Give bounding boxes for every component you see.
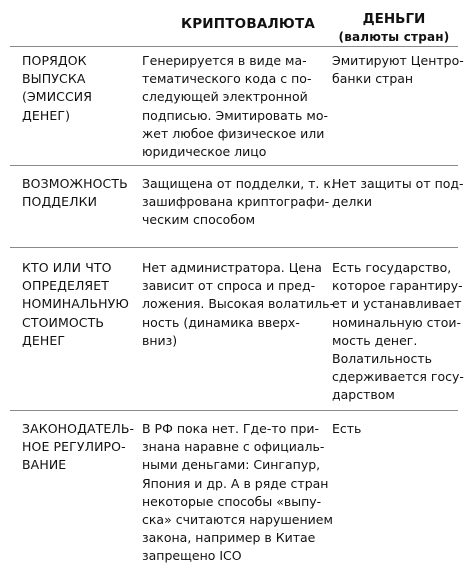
crypto-text-line: ска» считаются нарушением (142, 511, 333, 527)
crypto-text-line: ность (динамика вверх- (142, 314, 300, 330)
criterion-line: (ЭМИССИЯ (22, 89, 93, 105)
criterion-line: ПОРЯДОК (22, 53, 87, 68)
row-divider (10, 247, 458, 248)
crypto-text-line: зашифрована криптографи- (142, 194, 330, 210)
criterion-line: НОМИНАЛЬНУЮ (22, 296, 129, 312)
money-text-line: Есть государство, (332, 260, 452, 275)
money-text-line: номинальную стои- (332, 314, 462, 330)
money-text-line: Эмитируют Центро- (332, 53, 464, 68)
money-text-line: которое гарантиру- (332, 278, 463, 294)
row-emission-money (332, 52, 464, 88)
row-regulation-criterion (22, 420, 142, 475)
criterion-line: КТО ИЛИ ЧТО (22, 260, 112, 275)
criterion-line: ВЫПУСКА (22, 71, 86, 87)
row-value-money (332, 259, 464, 405)
row-emission-crypto (142, 52, 332, 161)
column-header-crypto: КРИПТОВАЛЮТА (180, 16, 316, 32)
money-text-line: банки стран (332, 71, 414, 87)
money-text-line: ет и устанавливает (332, 296, 462, 312)
row-divider (10, 46, 458, 47)
money-text-line: Есть (332, 421, 362, 436)
money-text-line: сдерживается госу- (332, 369, 464, 385)
criterion-line: СТОИМОСТЬ (22, 314, 105, 330)
money-text-line: дарством (332, 387, 395, 403)
crypto-text-line: Защищена от подделки, т. к. (142, 176, 335, 191)
money-text-line: мость денег. (332, 332, 418, 348)
row-emission-criterion (22, 52, 142, 125)
crypto-text-line: Генерируется в виде ма- (142, 53, 307, 68)
row-regulation-money (332, 420, 460, 438)
criterion-line: ОПРЕДЕЛЯЕТ (22, 278, 109, 294)
crypto-text-line: следующей электронной (142, 89, 308, 105)
crypto-text-line: знана наравне с официаль- (142, 439, 325, 455)
crypto-text-line: некоторые способы «выпу- (142, 493, 322, 509)
criterion-line: ВОЗМОЖНОСТЬ (22, 176, 128, 191)
row-divider (10, 165, 458, 166)
row-value-criterion (22, 259, 142, 350)
money-text-line: Нет защиты от под- (332, 176, 464, 191)
crypto-text-line: жет любое физическое или (142, 125, 325, 141)
crypto-text-line: зависит от спроса и пред- (142, 278, 316, 294)
column-header-money (330, 10, 458, 46)
row-counterfeit-money (332, 175, 464, 211)
criterion-line: ЗАКОНОДАТЕЛЬ- (22, 421, 135, 436)
column-header-money-subtitle: (валюты стран) (338, 30, 450, 44)
crypto-text-line: ложения. Высокая волатиль- (142, 296, 334, 312)
crypto-text-line: закона, например в Китае (142, 530, 316, 546)
crypto-text-line: В РФ пока нет. Где-то при- (142, 421, 320, 436)
column-header-money-title: ДЕНЬГИ (362, 11, 426, 27)
criterion-line: ДЕНЕГ) (22, 107, 71, 123)
crypto-text-line: ческим способом (142, 212, 256, 228)
criterion-line: ДЕНЕГ (22, 332, 66, 348)
criterion-line: ВАНИЕ (22, 457, 67, 473)
row-regulation-crypto (142, 420, 332, 566)
crypto-text-line: юридическое лицо (142, 143, 267, 159)
crypto-text-line: Япония и др. А в ряде стран (142, 475, 329, 491)
money-text-line: делки (332, 194, 372, 210)
money-text-line: Волатильность (332, 350, 432, 366)
row-counterfeit-crypto (142, 175, 335, 230)
crypto-text-line: вниз) (142, 332, 178, 348)
row-value-crypto (142, 259, 332, 350)
crypto-text-line: Нет администратора. Цена (142, 260, 322, 275)
row-counterfeit-criterion (22, 175, 142, 211)
crypto-text-line: подписью. Эмитировать мо- (142, 107, 328, 123)
crypto-text-line: ными деньгами: Сингапур, (142, 457, 321, 473)
crypto-text-line: тематического кода с по- (142, 71, 312, 87)
criterion-line: НОЕ РЕГУЛИРО- (22, 439, 126, 455)
criterion-line: ПОДДЕЛКИ (22, 194, 98, 210)
row-divider (10, 410, 458, 411)
crypto-text-line: запрещено ICO (142, 548, 242, 564)
